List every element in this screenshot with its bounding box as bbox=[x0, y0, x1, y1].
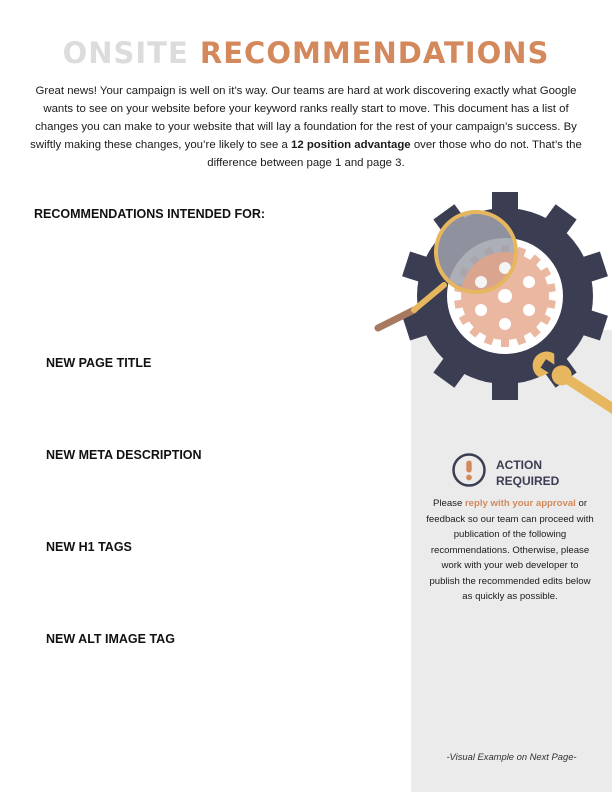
new-page-title-label: NEW PAGE TITLE bbox=[46, 356, 152, 370]
page-title bbox=[0, 36, 612, 70]
reply-approval-highlight: reply with your approval bbox=[464, 498, 576, 509]
action-text-2: or feedback so our team can proceed with publication of the following recommendations. Otherwise, please work with your web developer to publish the recommended edits below as quickly as possible. bbox=[426, 498, 594, 602]
new-meta-description-label: NEW META DESCRIPTION bbox=[46, 448, 202, 462]
intro-text-1: Great news! Your campaign is well on it’s way. Our teams are hard at work discovering exactly what Google wants to see on your website before your keyword ranks really start to move. This document has a list of changes you can make to your website that will lay a foundation for the rest of your campaign’s success. By swiftly making these changes, you’re likely to see a bbox=[30, 85, 577, 151]
recommendations-intended-for-label: RECOMMENDATIONS INTENDED FOR: bbox=[34, 207, 266, 221]
exclamation-icon bbox=[452, 453, 486, 487]
action-required-title bbox=[496, 457, 559, 489]
action-line-1: ACTION bbox=[496, 458, 542, 472]
visual-example-footnote: -Visual Example on Next Page- bbox=[446, 751, 577, 762]
intro-text-2: over those who do not. That’s the difference between page 1 and page 3. bbox=[207, 139, 582, 169]
title-recommendations: RECOMMENDATIONS bbox=[199, 36, 550, 70]
action-required-text bbox=[425, 496, 595, 605]
new-alt-image-tag-label: NEW ALT IMAGE TAG bbox=[46, 632, 175, 646]
action-line-2: REQUIRED bbox=[496, 474, 560, 488]
action-text-1: Please bbox=[432, 498, 465, 509]
intro-paragraph bbox=[24, 82, 588, 172]
wrench-icon bbox=[527, 346, 612, 428]
action-required-header bbox=[452, 453, 592, 493]
title-onsite: ONSITE bbox=[62, 36, 189, 70]
seo-graphic bbox=[370, 188, 612, 428]
new-h1-tags-label: NEW H1 TAGS bbox=[46, 540, 132, 554]
intro-bold: 12 position advantage bbox=[291, 139, 411, 151]
